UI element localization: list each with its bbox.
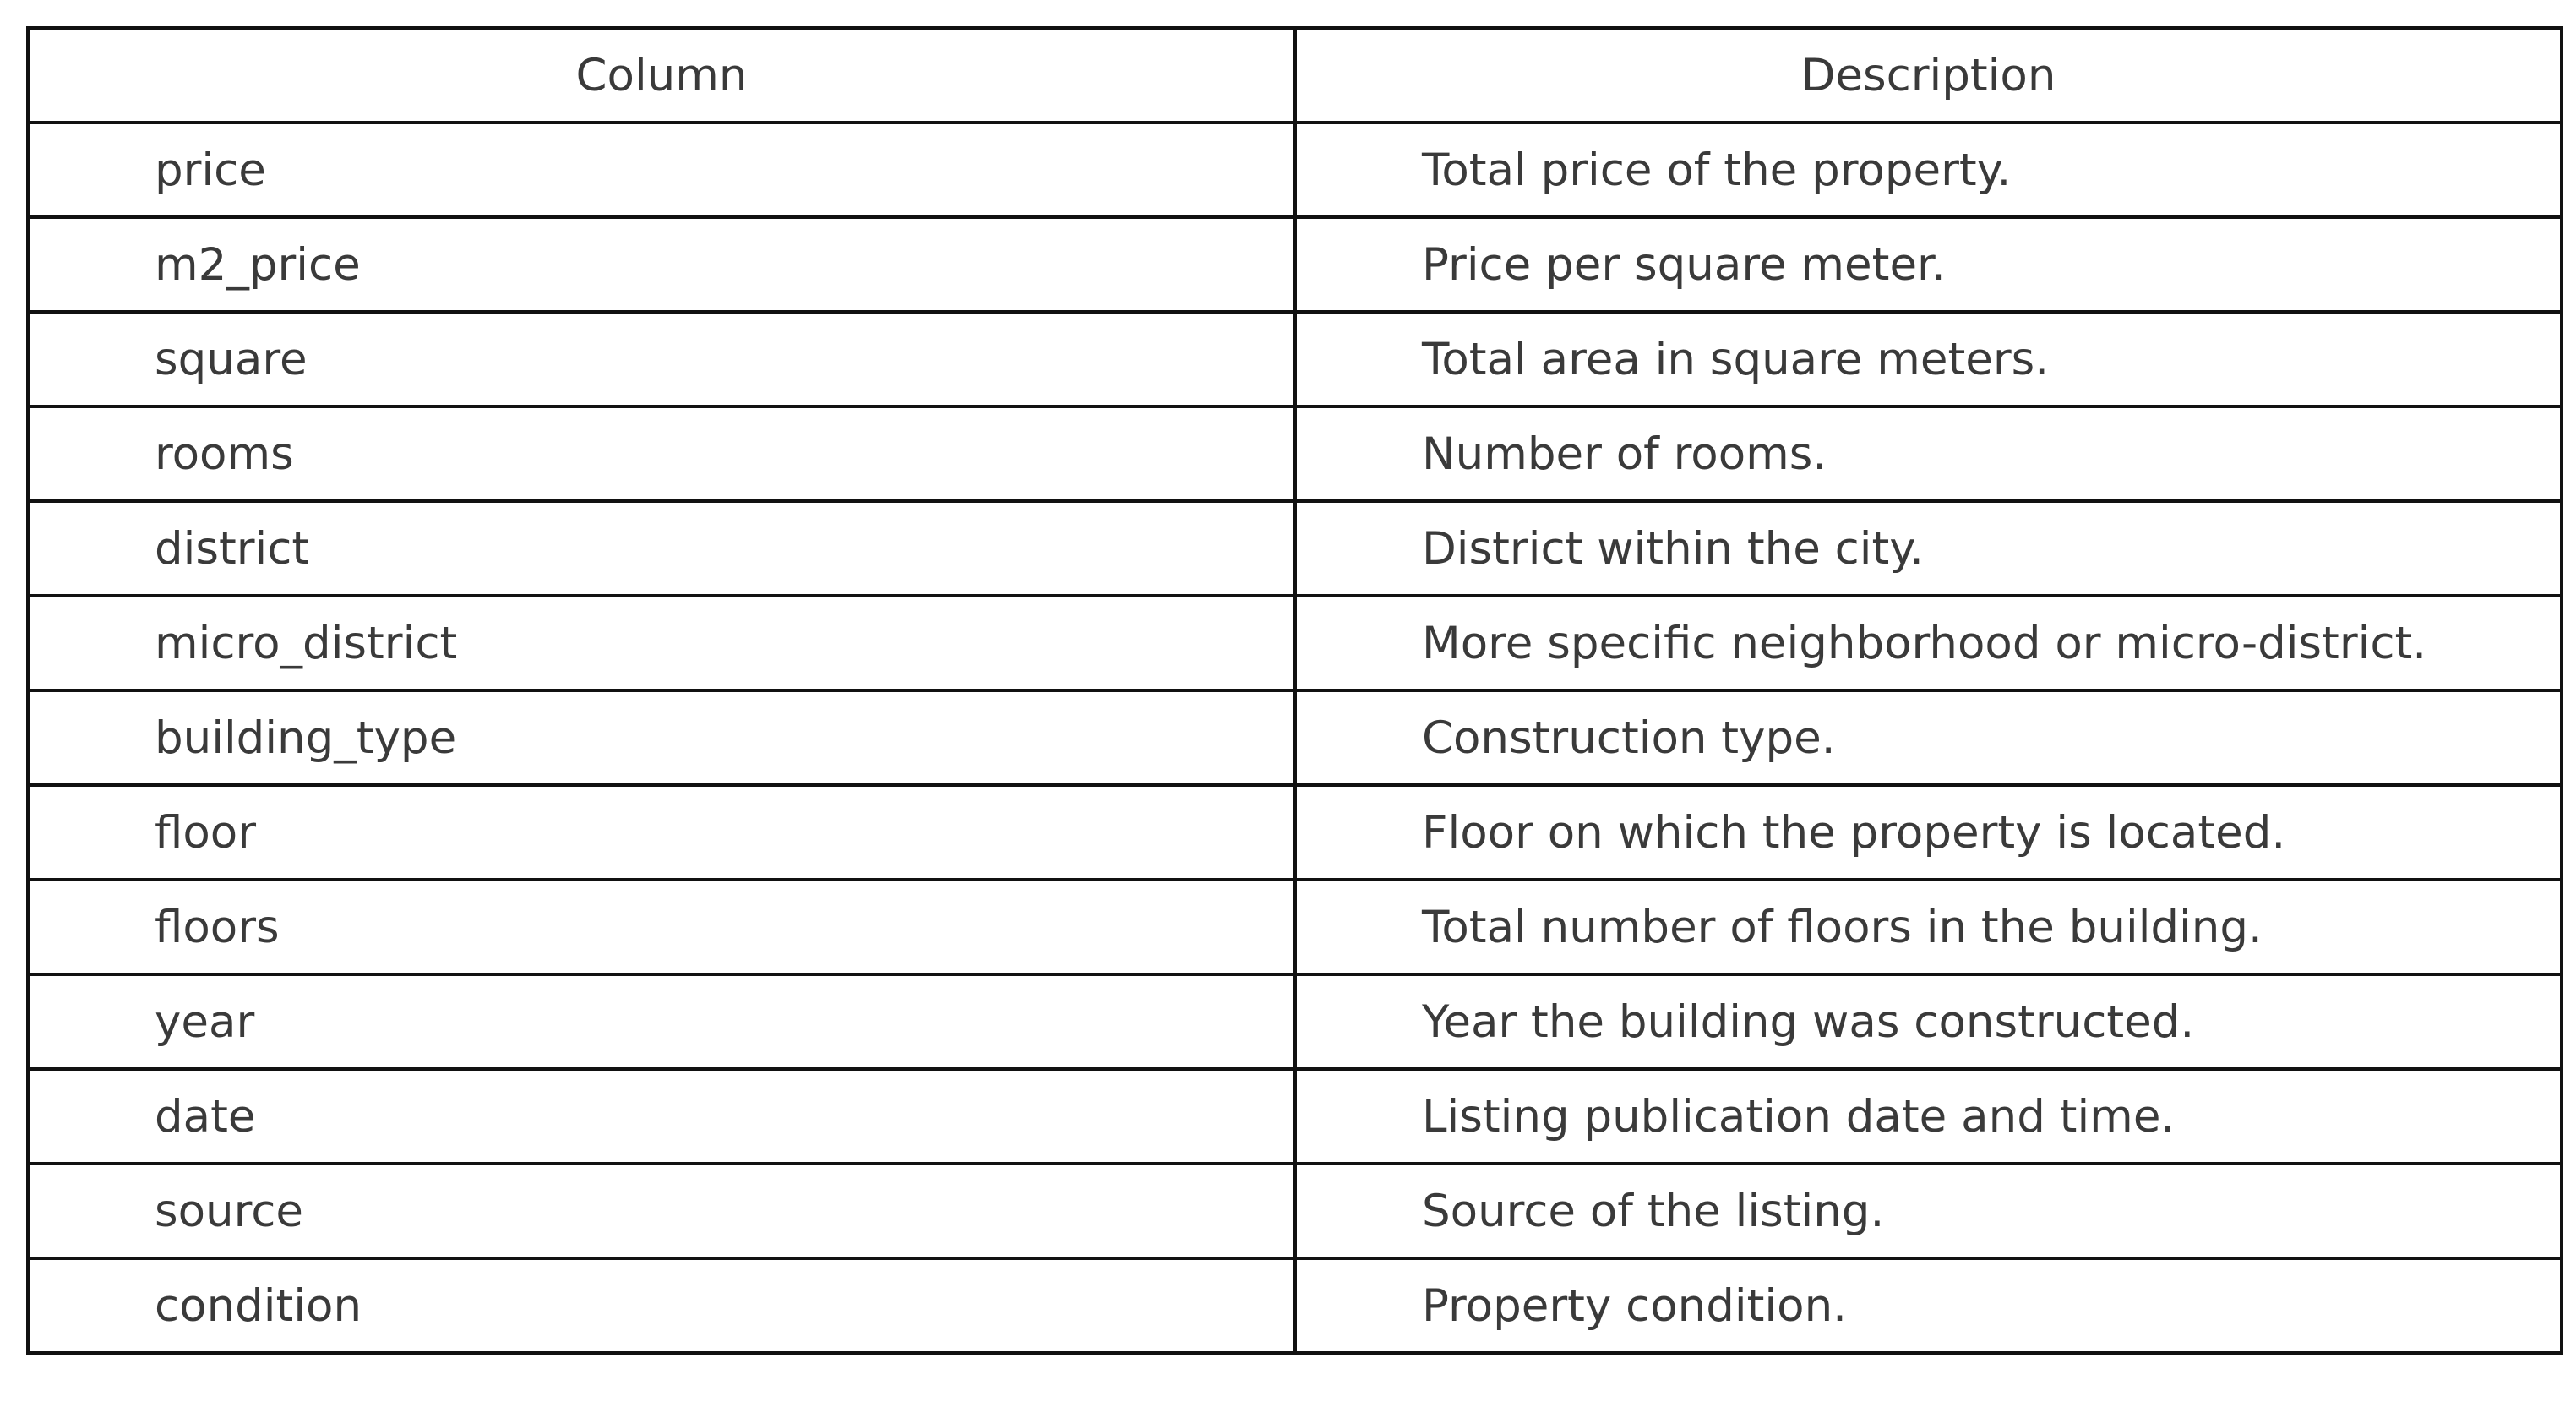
table-row (28, 217, 2562, 312)
description-cell: Listing publication date and time. (1295, 1069, 2562, 1164)
description-cell: Total number of floors in the building. (1295, 880, 2562, 974)
description-cell: Year the building was constructed. (1295, 974, 2562, 1069)
column-name-cell: year (28, 974, 1295, 1069)
table-row (28, 312, 2562, 406)
column-name-cell: m2_price (28, 217, 1295, 312)
description-cell: Number of rooms. (1295, 406, 2562, 501)
table-row (28, 1258, 2562, 1353)
column-name-cell: micro_district (28, 596, 1295, 690)
table-row (28, 406, 2562, 501)
table-row (28, 596, 2562, 690)
table-row (28, 974, 2562, 1069)
table-row (28, 1164, 2562, 1258)
description-cell: Property condition. (1295, 1258, 2562, 1353)
column-name-cell: square (28, 312, 1295, 406)
column-name-cell: condition (28, 1258, 1295, 1353)
description-cell: Floor on which the property is located. (1295, 785, 2562, 880)
table-row (28, 501, 2562, 596)
column-name-cell: price (28, 123, 1295, 217)
description-cell: Construction type. (1295, 690, 2562, 785)
description-cell: Total area in square meters. (1295, 312, 2562, 406)
table-row (28, 1069, 2562, 1164)
column-name-cell: floors (28, 880, 1295, 974)
description-cell: Total price of the property. (1295, 123, 2562, 217)
table-header-row (28, 28, 2562, 123)
column-name-cell: date (28, 1069, 1295, 1164)
column-header: Column (28, 28, 1295, 123)
description-cell: Source of the listing. (1295, 1164, 2562, 1258)
table-row (28, 785, 2562, 880)
data-dictionary-table (26, 26, 2563, 1355)
description-cell: District within the city. (1295, 501, 2562, 596)
table-row (28, 880, 2562, 974)
table-row (28, 123, 2562, 217)
data-dictionary-table-container (26, 26, 2560, 1355)
column-name-cell: source (28, 1164, 1295, 1258)
description-cell: More specific neighborhood or micro-district. (1295, 596, 2562, 690)
table-row (28, 690, 2562, 785)
description-header: Description (1295, 28, 2562, 123)
column-name-cell: rooms (28, 406, 1295, 501)
column-name-cell: district (28, 501, 1295, 596)
column-name-cell: building_type (28, 690, 1295, 785)
description-cell: Price per square meter. (1295, 217, 2562, 312)
column-name-cell: floor (28, 785, 1295, 880)
